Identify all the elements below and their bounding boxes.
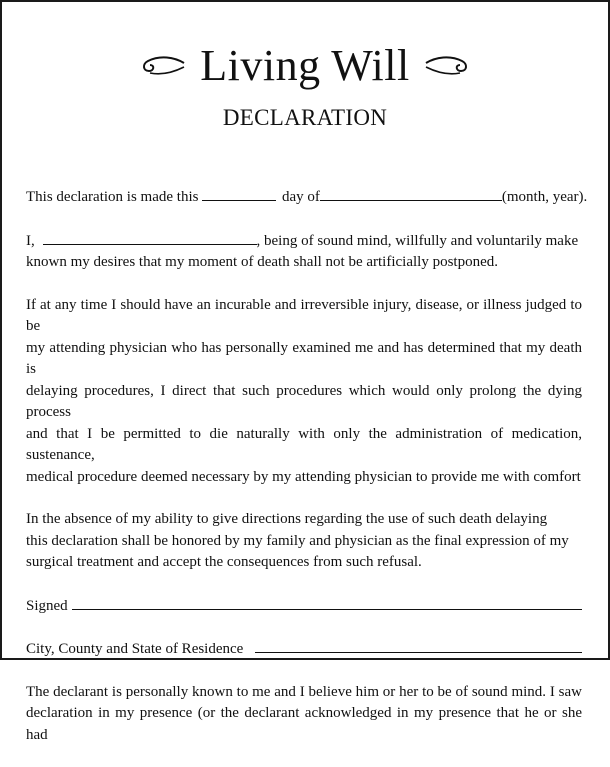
directive-line: and that I be permitted to die naturally with only the administration of medication, sustenance, [26,425,582,463]
right-flourish-icon [424,51,470,81]
day-blank[interactable] [202,186,276,201]
residence-label: City, County and State of Residence [26,641,244,657]
date-text-a: This declaration is made this [26,189,199,205]
declarant-name-blank[interactable] [43,230,257,245]
directive-paragraph [26,295,582,489]
title-block [2,36,608,96]
date-text-b: day of [281,189,320,205]
residence-row [26,638,582,661]
document-body [26,186,588,767]
date-text-c: (month, year). [501,189,588,205]
absence-line: this declaration shall be honored by my family and physician as the final expression of my [26,532,569,549]
directive-line: If at any time I should have an incurable and irreversible injury, disease, or illness judged to be [26,296,582,334]
absence-paragraph [26,509,582,574]
declarant-start: I, [26,232,35,249]
witness-line: The declarant is personally known to me and I believe him or her to be of sound mind. I saw [26,683,582,700]
witness-line: declaration in my presence (or the declarant acknowledged in my presence that he or she had [26,705,582,743]
month-year-blank[interactable] [320,186,502,201]
document-subtitle: DECLARATION [222,105,388,130]
directive-line: delaying procedures, I direct that such procedures which would only prolong the dying process [26,382,582,420]
signed-row [26,595,582,618]
absence-line: In the absence of my ability to give directions regarding the use of such death delaying [26,511,548,527]
declarant-paragraph [26,230,582,274]
absence-line: surgical treatment and accept the consequences from such refusal. [26,554,422,570]
declarant-rest: , being of sound mind, willfully and voluntarily make [256,232,579,249]
witness-paragraph [26,682,582,747]
signature-blank[interactable] [72,595,582,610]
left-flourish-icon [140,51,186,81]
signed-label: Signed [26,597,68,614]
declarant-line-2: known my desires that my moment of death shall not be artificially postponed. [26,254,498,270]
date-line [26,186,588,209]
residence-blank[interactable] [255,638,582,653]
directive-line: medical procedure deemed necessary by my attending physician to provide me with comfort [26,468,581,485]
directive-line: my attending physician who has personally examined me and has determined that my death is [26,339,582,377]
document-title: Living Will [200,41,410,90]
